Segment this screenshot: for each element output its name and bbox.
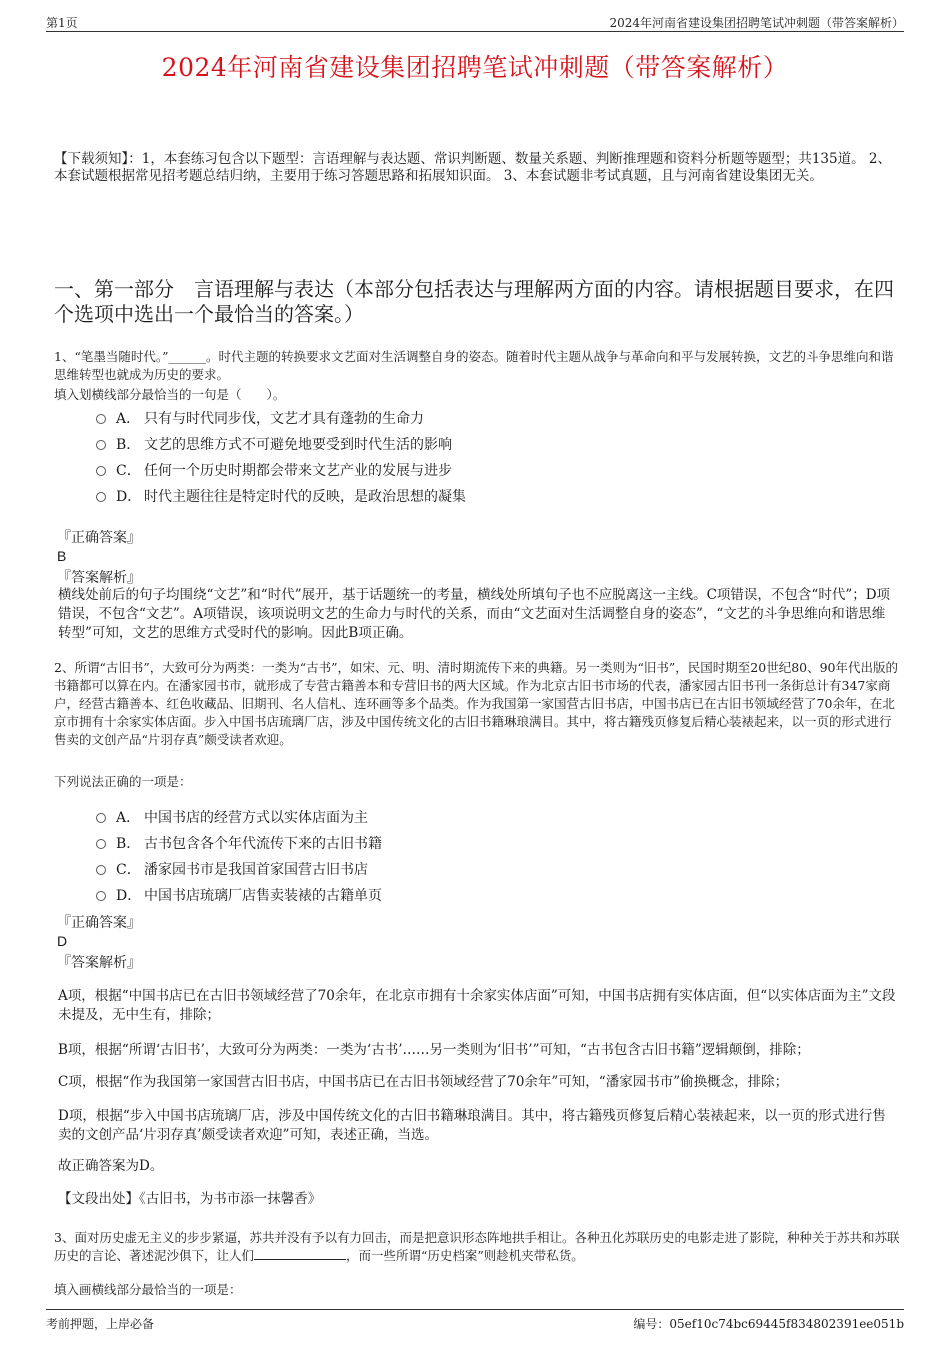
- question-3-stem: [54, 1229, 902, 1265]
- option-letter: B．: [116, 836, 141, 852]
- q1-answer: B: [57, 548, 67, 564]
- option-text: 文艺的思维方式不可避免地要受到时代生活的影响: [144, 437, 452, 453]
- radio-icon[interactable]: [96, 839, 106, 849]
- option-text: 中国书店的经营方式以实体店面为主: [144, 810, 368, 826]
- q2-conclusion: 故正确答案为D。: [58, 1158, 164, 1174]
- q2-option-d[interactable]: [96, 886, 382, 906]
- radio-icon[interactable]: [96, 891, 106, 901]
- q1-option-c[interactable]: [96, 461, 452, 481]
- q2-source: 【文段出处】《古旧书，为书市添一抹馨香》: [58, 1191, 322, 1207]
- q2-option-c[interactable]: [96, 860, 368, 880]
- radio-icon[interactable]: [96, 492, 106, 502]
- question-3-stem-part2: ，而一些所谓“历史档案”则趁机夹带私货。: [346, 1248, 584, 1263]
- radio-icon[interactable]: [96, 865, 106, 875]
- q2-analysis-c: C项，根据“作为我国第一家国营古旧书店，中国书店已在古旧书领域经营了70余年”可知，“潘家园书市”偷换概念，排除；: [58, 1074, 789, 1090]
- radio-icon[interactable]: [96, 813, 106, 823]
- option-text: 只有与时代同步伐，文艺才具有蓬勃的生命力: [144, 411, 424, 427]
- option-text: 古书包含各个年代流传下来的古旧书籍: [144, 836, 382, 852]
- q2-option-a[interactable]: [96, 808, 368, 828]
- question-1-stem: 1、“笔墨当随时代。”______。时代主题的转换要求文艺面对生活调整自身的姿态。随着时代主题从战争与革命向和平与发展转换，文艺的斗争思维向和谐思维转型也就成为历史的要求。: [54, 349, 894, 382]
- q1-answer-label: 『正确答案』: [57, 530, 141, 546]
- option-text: 任何一个历史时期都会带来文艺产业的发展与进步: [144, 463, 452, 479]
- download-notice: 【下载须知】：1，本套练习包含以下题型：言语理解与表达题、常识判断题、数量关系题、判断推理题和资料分析题等题型；共135道。 2、本套试题根据常见招考题总结归纳，主要用于练习答题思路和拓展知识面。 3、本套试题非考试真题，且与河南省建设集团无关。: [54, 151, 891, 184]
- option-text: 潘家园书市是我国首家国营古旧书店: [144, 862, 368, 878]
- option-letter: C．: [116, 463, 141, 479]
- option-letter: D．: [116, 489, 142, 505]
- q1-option-a[interactable]: [96, 409, 424, 429]
- radio-icon[interactable]: [96, 414, 106, 424]
- q2-analysis-a: A项，根据“中国书店已在古旧书领域经营了70余年，在北京市拥有十余家实体店面”可知，中国书店拥有实体店面，但“以实体店面为主”文段未提及，无中生有，排除；: [58, 988, 896, 1023]
- q1-analysis-label: 『答案解析』: [57, 570, 141, 586]
- q2-answer: D: [57, 933, 68, 949]
- q1-option-d[interactable]: [96, 487, 466, 507]
- document-id: 编号：05ef10c74bc69445f834802391ee051b: [633, 1317, 904, 1331]
- document-title: 2024年河南省建设集团招聘笔试冲刺题（带答案解析）: [161, 53, 789, 82]
- q2-option-b[interactable]: [96, 834, 382, 854]
- q1-option-b[interactable]: [96, 435, 452, 455]
- option-text: 时代主题往往是特定时代的反映，是政治思想的凝集: [144, 489, 466, 505]
- running-header-title: 2024年河南省建设集团招聘笔试冲刺题（带答案解析）: [609, 16, 904, 30]
- q1-analysis: 横线处前后的句子均围绕“文艺”和“时代”展开，基于话题统一的考量，横线处所填句子也不应脱离这一主线。C项错误，不包含“时代”；D项错误，不包含“文艺”。A项错误，该项说明文艺的生命力与时代的关系，而由“文艺面对生活调整自身的姿态”，“文艺的斗争思维向和谐思维转型”可知，文艺的思维方式受时代的影响。因此B项正确。: [58, 587, 891, 641]
- option-letter: C．: [116, 862, 141, 878]
- fill-blank: [254, 1247, 346, 1260]
- question-3-stem-part1: 3、面对历史虚无主义的步步紧逼，苏共并没有予以有力回击，而是把意识形态阵地拱手相让。各种丑化苏联历史的电影走进了影院，种种关于苏共和苏联历史的言论、著述泥沙俱下，让人们: [54, 1230, 900, 1263]
- option-letter: A．: [116, 810, 141, 826]
- option-letter: A．: [116, 411, 141, 427]
- header-rule: [46, 31, 904, 32]
- footer-slogan: 考前押题，上岸必备: [46, 1317, 155, 1331]
- radio-icon[interactable]: [96, 440, 106, 450]
- question-2-prompt: 下列说法正确的一项是：: [54, 774, 192, 789]
- footer-rule: [46, 1309, 904, 1310]
- page-number: 第1页: [46, 16, 78, 30]
- q2-analysis-label: 『答案解析』: [57, 955, 141, 971]
- option-text: 中国书店琉璃厂店售卖装裱的古籍单页: [144, 888, 382, 904]
- radio-icon[interactable]: [96, 466, 106, 476]
- question-1-prompt: 填入划横线部分最恰当的一句是（ ）。: [54, 387, 286, 402]
- q2-analysis-b: B项，根据“所谓‘古旧书’，大致可分为两类：一类为‘古书’……另一类则为‘旧书’”可知，“古书包含古旧书籍”逻辑颠倒，排除；: [58, 1042, 810, 1058]
- option-letter: B．: [116, 437, 141, 453]
- section-heading: 一、第一部分 言语理解与表达（本部分包括表达与理解两方面的内容。请根据题目要求，在四个选项中选出一个最恰当的答案。）: [54, 277, 894, 326]
- q2-analysis-d: D项，根据“步入中国书店琉璃厂店，涉及中国传统文化的古旧书籍琳琅满目。其中，将古籍残页修复后精心装裱起来，以一页的形式进行售卖的文创产品‘片羽存真’颇受读者欢迎”可知，表述正确，当选。: [58, 1108, 886, 1143]
- q2-answer-label: 『正确答案』: [57, 915, 141, 931]
- question-3-prompt: 填入画横线部分最恰当的一项是：: [54, 1282, 242, 1297]
- question-2-stem: 2、所谓“古旧书”，大致可分为两类：一类为“古书”，如宋、元、明、清时期流传下来的典籍。另一类则为“旧书”，民国时期至20世纪80、90年代出版的书籍都可以算在内。在潘家园书市，就形成了专营古籍善本和专营旧书的两大区域。作为北京古旧书市场的代表，潘家园古旧书刊一条街总计有347家商户，经营古籍善本、红色收藏品、旧期刊、名人信札、连环画等多个品类。作为我国第一家国营古旧书店，中国书店已在古旧书领域经营了70余年，在北京市拥有十余家实体店面。步入中国书店琉璃厂店，涉及中国传统文化的古旧书籍琳琅满目。其中，将古籍残页修复后精心装裱起来，以一页的形式进行售卖的文创产品“片羽存真”颇受读者欢迎。: [54, 660, 899, 747]
- option-letter: D．: [116, 888, 142, 904]
